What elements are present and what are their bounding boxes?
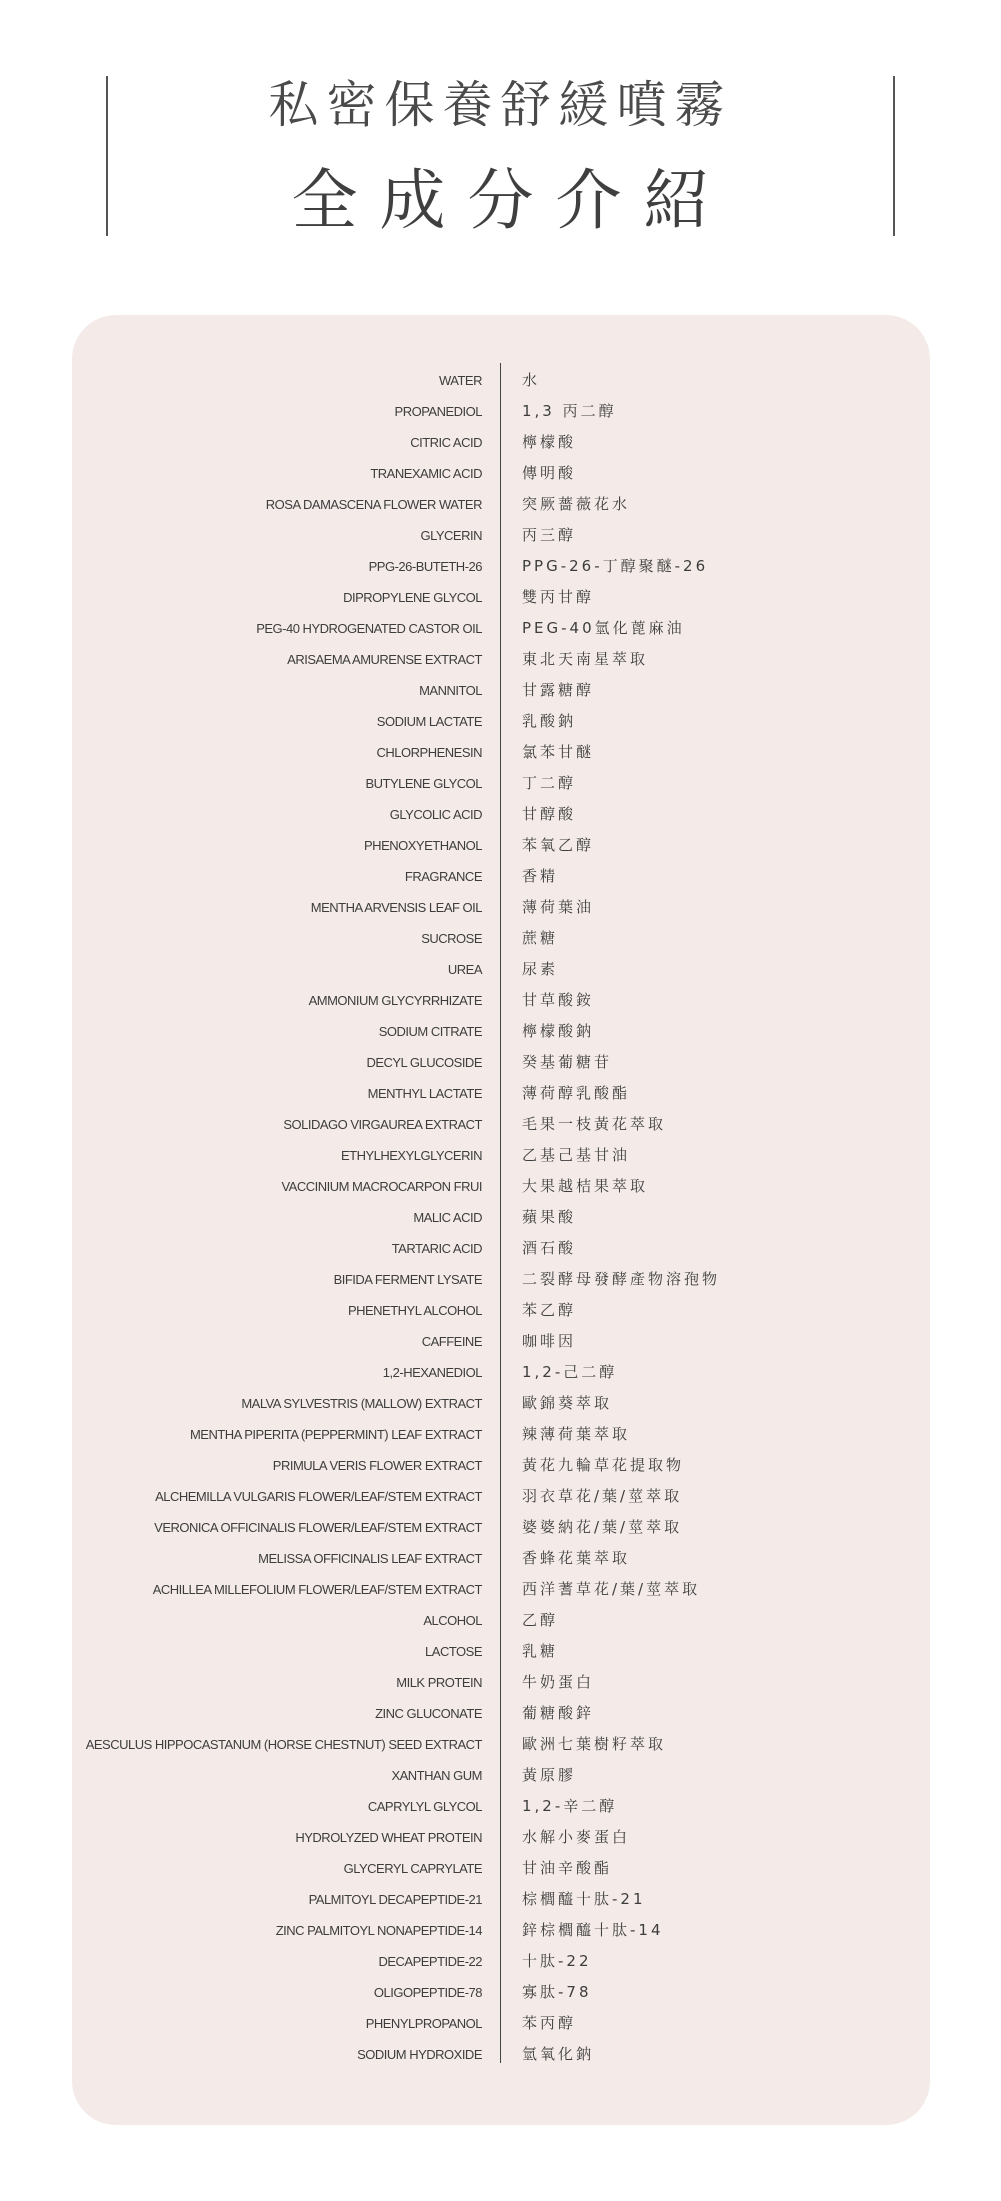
ingredient-name-en: ALCOHOL [423,1613,482,1628]
ingredient-row [72,1667,930,1698]
ingredient-name-zh: 甘草酸銨 [522,991,595,1009]
ingredient-name-zh: 傳明酸 [522,464,577,482]
ingredient-name-en: ACHILLEA MILLEFOLIUM FLOWER/LEAF/STEM EXTRACT [152,1582,482,1597]
ingredient-name-zh: 薄荷醇乳酸酯 [522,1084,631,1102]
ingredient-name-en: CAFFEINE [421,1334,482,1349]
ingredient-name-zh: 雙丙甘醇 [522,588,595,606]
ingredient-name-en: ZINC PALMITOYL NONAPEPTIDE-14 [275,1923,482,1938]
ingredient-row [72,1295,930,1326]
ingredient-name-en: MALVA SYLVESTRIS (MALLOW) EXTRACT [241,1396,482,1411]
ingredient-name-en: OLIGOPEPTIDE-78 [373,1985,482,2000]
ingredient-row [72,1326,930,1357]
ingredient-name-zh: 大果越桔果萃取 [522,1177,649,1195]
ingredient-row [72,1977,930,2008]
ingredient-name-zh: 苯乙醇 [522,1301,577,1319]
ingredient-name-en: DIPROPYLENE GLYCOL [343,590,482,605]
ingredient-row [72,1388,930,1419]
ingredient-row [72,830,930,861]
ingredient-name-en: DECYL GLUCOSIDE [366,1055,482,1070]
ingredient-name-zh: 乙基己基甘油 [522,1146,631,1164]
ingredient-name-zh: 檸檬酸鈉 [522,1022,595,1040]
ingredient-name-en: CAPRYLYL GLYCOL [367,1799,482,1814]
ingredient-row [72,396,930,427]
ingredient-name-en: MENTHA ARVENSIS LEAF OIL [310,900,482,915]
ingredient-name-en: LACTOSE [425,1644,482,1659]
ingredient-name-en: FRAGRANCE [404,869,482,884]
ingredient-name-en: MANNITOL [419,683,482,698]
ingredient-name-zh: 辣薄荷葉萃取 [522,1425,631,1443]
ingredient-name-en: PALMITOYL DECAPEPTIDE-21 [308,1892,482,1907]
ingredient-name-en: GLYCERIN [420,528,482,543]
ingredient-name-zh: 水 [522,371,541,389]
title-header [106,76,895,239]
ingredient-name-zh: 氯苯甘醚 [522,743,595,761]
product-title: 私密保養舒緩噴霧 [268,76,733,134]
ingredient-name-zh: 十肽-22 [522,1952,592,1970]
ingredient-name-zh: 丁二醇 [522,774,577,792]
ingredient-row [72,1171,930,1202]
ingredient-row [72,613,930,644]
ingredient-name-zh: 薄荷葉油 [522,898,595,916]
ingredient-name-zh: 水解小麥蛋白 [522,1828,631,1846]
ingredient-row [72,1946,930,1977]
ingredient-row [72,861,930,892]
ingredient-name-zh: 1,2-己二醇 [522,1363,618,1381]
ingredient-name-en: SODIUM LACTATE [376,714,482,729]
ingredient-name-zh: 突厥薔薇花水 [522,495,631,513]
ingredient-row [72,1760,930,1791]
ingredient-name-en: AESCULUS HIPPOCASTANUM (HORSE CHESTNUT) SEED EXTRACT [85,1737,482,1752]
ingredient-row [72,1419,930,1450]
ingredient-name-en: MENTHYL LACTATE [367,1086,482,1101]
ingredient-name-zh: 葡糖酸鋅 [522,1704,595,1722]
ingredient-name-en: SOLIDAGO VIRGAUREA EXTRACT [283,1117,482,1132]
ingredient-name-en: SODIUM HYDROXIDE [357,2047,482,2062]
ingredient-name-zh: 毛果一枝黃花萃取 [522,1115,667,1133]
ingredient-name-zh: 乳糖 [522,1642,559,1660]
ingredient-row [72,1729,930,1760]
ingredient-name-en: ZINC GLUCONATE [375,1706,482,1721]
ingredient-name-en: HYDROLYZED WHEAT PROTEIN [295,1830,482,1845]
ingredient-name-zh: 鋅棕櫚醯十肽-14 [522,1921,664,1939]
ingredient-name-zh: 蘋果酸 [522,1208,577,1226]
ingredient-name-en: PPG-26-BUTETH-26 [368,559,482,574]
ingredient-name-zh: 婆婆納花/葉/莖萃取 [522,1518,683,1536]
ingredient-name-en: ALCHEMILLA VULGARIS FLOWER/LEAF/STEM EXTRACT [155,1489,482,1504]
ingredient-name-en: BIFIDA FERMENT LYSATE [333,1272,482,1287]
ingredient-row [72,923,930,954]
ingredient-row [72,1915,930,1946]
ingredient-row [72,1605,930,1636]
ingredient-name-en: GLYCERYL CAPRYLATE [343,1861,482,1876]
ingredient-name-zh: 甘油辛酸酯 [522,1859,613,1877]
ingredient-name-en: VACCINIUM MACROCARPON FRUI [281,1179,482,1194]
ingredient-name-en: PEG-40 HYDROGENATED CASTOR OIL [256,621,482,636]
ingredient-row [72,520,930,551]
ingredient-name-en: GLYCOLIC ACID [389,807,482,822]
ingredient-name-zh: PEG-40氫化蓖麻油 [522,619,685,637]
ingredient-name-en: PROPANEDIOL [394,404,482,419]
ingredient-row [72,427,930,458]
ingredient-name-en: PHENETHYL ALCOHOL [347,1303,482,1318]
ingredient-name-zh: 黃原膠 [522,1766,577,1784]
ingredient-row [72,892,930,923]
ingredient-row [72,1481,930,1512]
ingredient-name-zh: 1,2-辛二醇 [522,1797,618,1815]
ingredient-row [72,737,930,768]
ingredient-name-zh: 丙三醇 [522,526,577,544]
ingredient-name-en: CITRIC ACID [410,435,482,450]
ingredient-row [72,1884,930,1915]
ingredient-row [72,954,930,985]
ingredient-row [72,2039,930,2070]
ingredient-name-zh: 乙醇 [522,1611,559,1629]
ingredient-row [72,1822,930,1853]
ingredient-name-zh: 1,3 丙二醇 [522,402,617,420]
ingredient-name-zh: 歐錦葵萃取 [522,1394,613,1412]
ingredient-name-zh: 苯氧乙醇 [522,836,595,854]
ingredient-name-en: ROSA DAMASCENA FLOWER WATER [265,497,482,512]
ingredient-row [72,799,930,830]
ingredient-row [72,1264,930,1295]
ingredient-name-zh: 癸基葡糖苷 [522,1053,613,1071]
ingredient-name-en: PHENOXYETHANOL [364,838,482,853]
ingredient-name-en: PHENYLPROPANOL [365,2016,482,2031]
ingredient-name-en: PRIMULA VERIS FLOWER EXTRACT [272,1458,482,1473]
ingredient-name-en: XANTHAN GUM [391,1768,482,1783]
ingredient-row [72,365,930,396]
ingredient-name-en: DECAPEPTIDE-22 [378,1954,482,1969]
ingredient-name-zh: 黃花九輪草花提取物 [522,1456,685,1474]
ingredient-name-en: ARISAEMA AMURENSE EXTRACT [287,652,482,667]
ingredient-name-zh: 羽衣草花/葉/莖萃取 [522,1487,683,1505]
ingredient-panel [72,315,930,2125]
ingredient-row [72,1233,930,1264]
ingredient-row [72,768,930,799]
ingredient-name-zh: 甘醇酸 [522,805,577,823]
ingredient-name-zh: 蔗糖 [522,929,559,947]
ingredient-name-zh: 牛奶蛋白 [522,1673,595,1691]
ingredient-name-en: MELISSA OFFICINALIS LEAF EXTRACT [258,1551,482,1566]
ingredient-row [72,582,930,613]
ingredient-row [72,675,930,706]
ingredient-name-zh: 歐洲七葉樹籽萃取 [522,1735,667,1753]
ingredient-row [72,1016,930,1047]
ingredient-row [72,644,930,675]
ingredient-name-zh: 香蜂花葉萃取 [522,1549,631,1567]
ingredient-name-zh: 東北天南星萃取 [522,650,649,668]
ingredient-row [72,1698,930,1729]
ingredient-name-en: SODIUM CITRATE [378,1024,482,1039]
ingredient-row [72,458,930,489]
ingredient-name-en: WATER [439,373,482,388]
ingredient-row [72,1791,930,1822]
ingredient-row [72,1202,930,1233]
ingredient-name-en: SUCROSE [421,931,482,946]
ingredient-name-zh: PPG-26-丁醇聚醚-26 [522,557,709,575]
ingredient-row [72,1543,930,1574]
ingredient-row [72,985,930,1016]
ingredient-row [72,1078,930,1109]
ingredient-row [72,1574,930,1605]
ingredient-name-en: 1,2-HEXANEDIOL [382,1365,482,1380]
ingredient-name-en: UREA [447,962,482,977]
ingredient-name-en: MALIC ACID [413,1210,482,1225]
ingredient-name-zh: 甘露糖醇 [522,681,595,699]
ingredient-row [72,1853,930,1884]
ingredient-name-en: MENTHA PIPERITA (PEPPERMINT) LEAF EXTRACT [189,1427,482,1442]
ingredient-name-zh: 香精 [522,867,559,885]
ingredient-name-zh: 棕櫚醯十肽-21 [522,1890,646,1908]
ingredient-row [72,489,930,520]
ingredient-row [72,706,930,737]
ingredient-row [72,1636,930,1667]
ingredient-row [72,1140,930,1171]
ingredient-row [72,1047,930,1078]
section-title: 全成分介紹 [291,162,732,239]
ingredient-name-en: TRANEXAMIC ACID [370,466,482,481]
ingredient-name-zh: 咖啡因 [522,1332,577,1350]
ingredient-name-en: VERONICA OFFICINALIS FLOWER/LEAF/STEM EXTRACT [154,1520,482,1535]
ingredient-name-zh: 西洋蓍草花/葉/莖萃取 [522,1580,701,1598]
ingredient-name-en: AMMONIUM GLYCYRRHIZATE [308,993,482,1008]
ingredient-row [72,2008,930,2039]
ingredient-name-zh: 苯丙醇 [522,2014,577,2032]
ingredient-name-zh: 寡肽-78 [522,1983,592,2001]
ingredient-name-zh: 乳酸鈉 [522,712,577,730]
ingredient-name-zh: 檸檬酸 [522,433,577,451]
ingredient-row [72,1357,930,1388]
ingredient-row [72,1512,930,1543]
ingredient-name-zh: 氫氧化鈉 [522,2045,595,2063]
ingredient-name-zh: 二裂酵母發酵產物溶孢物 [522,1270,721,1288]
ingredient-name-en: CHLORPHENESIN [376,745,482,760]
ingredient-list [72,365,930,2070]
ingredient-row [72,1450,930,1481]
ingredient-row [72,551,930,582]
ingredient-name-en: MILK PROTEIN [396,1675,482,1690]
ingredient-name-zh: 酒石酸 [522,1239,577,1257]
ingredient-name-en: BUTYLENE GLYCOL [365,776,482,791]
ingredient-name-en: TARTARIC ACID [391,1241,482,1256]
ingredient-name-en: ETHYLHEXYLGLYCERIN [340,1148,482,1163]
ingredient-row [72,1109,930,1140]
ingredient-name-zh: 尿素 [522,960,559,978]
